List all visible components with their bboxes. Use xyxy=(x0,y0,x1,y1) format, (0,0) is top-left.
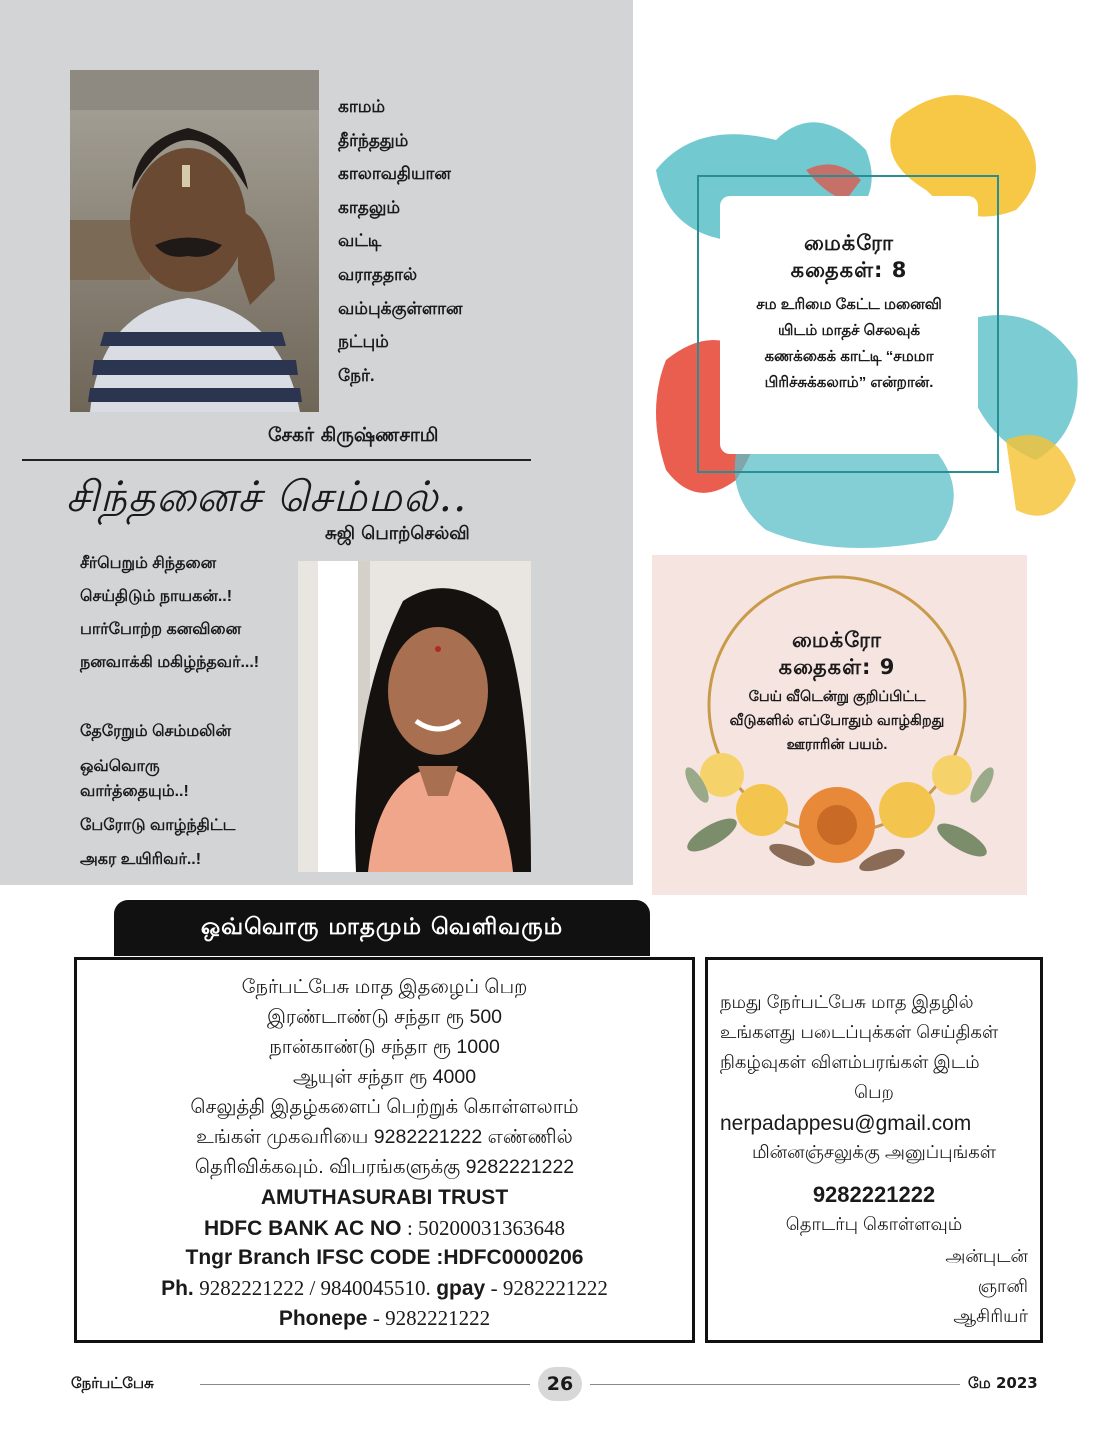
micro-story-9-title: மைக்ரோ xyxy=(792,628,882,652)
poem-line: அகர உயிரிவர்..! xyxy=(80,851,202,868)
poem-line: சீர்பெறும் சிந்தனை xyxy=(80,555,217,572)
micro-story-9-line: பேய் வீடென்று குறிப்பிட்ட xyxy=(748,689,926,705)
micro-story-9-line: ஊராரின் பயம். xyxy=(786,737,888,753)
subscription-line: தெரிவிக்கவும். விபரங்களுக்கு 9282221222 xyxy=(194,1156,575,1178)
micro-story-9-title: கதைகள்: 9 xyxy=(778,655,896,679)
micro-story-8-line: கணக்கைக் காட்டி “சமமா xyxy=(764,348,934,365)
poem-line: நேர். xyxy=(338,365,375,385)
contact-line: உங்களது படைப்புக்கள் செய்திகள் xyxy=(720,1022,999,1042)
phone-numbers xyxy=(77,1276,692,1301)
trust-name: AMUTHASURABI TRUST xyxy=(260,1186,509,1209)
contact-line: நிகழ்வுகள் விளம்பரங்கள் இடம் xyxy=(720,1052,980,1072)
editor-title: ஆசிரியர் xyxy=(953,1306,1028,1326)
poem-line: நனவாக்கி மகிழ்ந்தவர்...! xyxy=(80,654,260,671)
micro-story-8-card xyxy=(720,196,978,454)
phonepe xyxy=(77,1306,692,1331)
footer-rule-right xyxy=(590,1384,960,1385)
ph-label: Ph. xyxy=(161,1277,194,1300)
contact-box xyxy=(705,957,1043,1343)
bank-account xyxy=(77,1216,692,1241)
contact-line: தொடர்பு கொள்ளவும் xyxy=(785,1214,963,1234)
poem-line: காலாவதியான xyxy=(338,164,451,184)
poem-line: தீர்ந்ததும் xyxy=(338,130,409,150)
footer-issue-date: மே 2023 xyxy=(968,1374,1038,1392)
contact-phone: 9282221222 xyxy=(812,1182,936,1207)
poem-line: வார்த்தையும்..! xyxy=(80,783,189,800)
author-photo-woman xyxy=(298,561,531,872)
column-title: சிந்தனைச் செம்மல்.. xyxy=(66,472,468,521)
column-author: சுஜி பொற்செல்வி xyxy=(325,523,470,544)
poem-line: பார்போற்ற கனவினை xyxy=(80,621,242,638)
poem-line: ஒவ்வொரு xyxy=(80,758,160,775)
micro-story-8-title: கதைகள்: 8 xyxy=(790,258,908,282)
bank-value: : 50200031363648 xyxy=(406,1216,566,1240)
page-number: 26 xyxy=(538,1367,582,1401)
author-photo-man xyxy=(70,70,319,412)
micro-story-8-line: சம உரிமை கேட்ட மனைவி xyxy=(756,296,942,313)
micro-story-8-line: யிடம் மாதச் செலவுக் xyxy=(777,322,921,339)
poem-1-author: சேகர் கிருஷ்ணசாமி xyxy=(268,424,439,446)
micro-story-8-line: பிரிச்சுக்கலாம்” என்றான். xyxy=(764,374,934,391)
gpay-value: - 9282221222 xyxy=(490,1276,608,1300)
contact-line: பெற xyxy=(854,1082,894,1102)
poem-line: தேரேறும் செம்மலின் xyxy=(80,723,231,740)
contact-line: நமது நேர்பட்பேசு மாத இதழில் xyxy=(720,992,974,1012)
ifsc-value: HDFC0000206 xyxy=(443,1246,584,1269)
contact-email: nerpadappesu@gmail.com xyxy=(720,1112,972,1135)
poem-1 xyxy=(338,90,463,392)
monthly-banner: ஒவ்வொரு மாதமும் வெளிவரும் xyxy=(114,900,650,956)
poem-line: செய்திடும் நாயகன்..! xyxy=(80,588,233,605)
micro-story-9-line: வீடுகளில் எப்போதும் வாழ்கிறது xyxy=(729,713,945,729)
editor-name: ஞானி xyxy=(977,1276,1028,1296)
phonepe-value: - 9282221222 xyxy=(372,1306,491,1330)
phonepe-label: Phonepe xyxy=(278,1307,368,1330)
contact-send-line: மின்னஞ்சலுக்கு அனுப்புங்கள் xyxy=(751,1142,997,1162)
ifsc-label: Tngr Branch IFSC CODE : xyxy=(185,1246,444,1269)
subscription-box xyxy=(74,957,695,1343)
divider xyxy=(22,459,531,461)
ph-value: 9282221222 / 9840045510. xyxy=(199,1276,431,1300)
poem-line: காதலும் xyxy=(338,197,401,217)
micro-story-9-card xyxy=(652,555,1027,895)
footer-rule-left xyxy=(200,1384,530,1385)
poem-line: பேரோடு வாழ்ந்திட்ட xyxy=(80,817,236,834)
gpay-label: gpay xyxy=(436,1277,486,1300)
subscription-line: இரண்டாண்டு சந்தா ரூ 500 xyxy=(266,1006,503,1028)
subscription-line: நான்காண்டு சந்தா ரூ 1000 xyxy=(269,1036,500,1058)
subscription-line: செலுத்தி இதழ்களைப் பெற்றுக் கொள்ளலாம் xyxy=(190,1096,579,1118)
poem-line: காமம் xyxy=(338,97,386,116)
poem-line: நட்பும் xyxy=(338,332,389,352)
bank-label: HDFC BANK AC NO xyxy=(203,1217,402,1240)
micro-story-8-title: மைக்ரோ xyxy=(804,231,894,255)
signoff: அன்புடன் xyxy=(945,1246,1028,1266)
poem-line: வட்டி xyxy=(338,231,382,251)
subscription-line: நேர்பட்பேசு மாத இதழைப் பெற xyxy=(241,976,528,998)
subscription-line: உங்கள் முகவரியை 9282221222 எண்ணில் xyxy=(196,1126,573,1148)
footer-magazine-name: நேர்பட்பேசு xyxy=(71,1374,154,1392)
subscription-line: ஆயுள் சந்தா ரூ 4000 xyxy=(292,1066,477,1088)
poem-line: வராததால் xyxy=(338,264,418,284)
poem-line: வம்புக்குள்ளான xyxy=(338,298,463,318)
ifsc-code xyxy=(77,1246,692,1270)
